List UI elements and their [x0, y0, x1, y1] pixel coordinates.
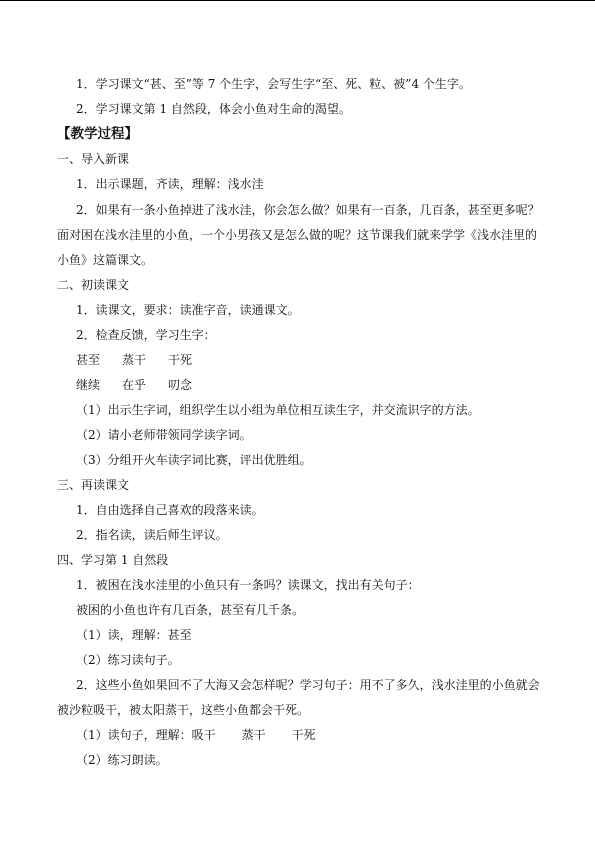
s1-paragraph-2c: 小鱼》这篇课文。: [57, 253, 154, 267]
vocab-word: 蒸干: [241, 728, 266, 742]
s4-item-3-prefix: （1）读句子，理解：: [76, 728, 192, 742]
process-heading: 【教学过程】: [57, 126, 138, 142]
s2-paragraph-2: 2．检查反馈，学习生字：: [76, 328, 216, 342]
vocab-word: 叨念: [168, 378, 193, 392]
vocab-row-1: [76, 353, 192, 367]
s3-paragraph-1: 1．自由选择自己喜欢的段落来读。: [76, 503, 264, 517]
vocab-word: 甚至: [76, 353, 101, 367]
section-4-title: 四、学习第 1 自然段: [57, 553, 169, 567]
s4-paragraph-2b: 被沙粒吸干，被太阳蒸干，这些小鱼都会干死。: [57, 703, 310, 717]
s4-item-2: （2）练习读句子。: [76, 653, 180, 667]
s4-paragraph-1: 1．被困在浅水洼里的小鱼只有一条吗？读课文，找出有关句子：: [76, 578, 420, 592]
s1-paragraph-2a: 2．如果有一条小鱼掉进了浅水洼，你会怎么做？如果有一百条，几百条，甚至更多呢？: [76, 203, 540, 217]
vocab-word: 干死: [291, 728, 316, 742]
section-3-title: 三、再读课文: [57, 478, 130, 492]
vocab-word: 干死: [168, 353, 193, 367]
s1-paragraph-1: 1．出示课题，齐读，理解：浅水洼: [76, 177, 264, 191]
s2-item-2: （2）请小老师带领同学读字词。: [76, 428, 252, 442]
s4-paragraph-2a: 2．这些小鱼如果回不了大海又会怎样呢？学习句子：用不了多久，浅水洼里的小鱼就会: [76, 678, 540, 692]
s2-item-3: （3）分组开火车读字词比赛，评出优胜组。: [76, 453, 312, 467]
s2-paragraph-1: 1．读课文，要求：读准字音，读通课文。: [76, 303, 300, 317]
s4-item-1: （1）读，理解：甚至: [76, 628, 192, 642]
vocab-word: 继续: [76, 378, 101, 392]
section-1-title: 一、导入新课: [57, 152, 130, 166]
s3-paragraph-2: 2．指名读，读后师生评议。: [76, 528, 228, 542]
vocab-word: 在乎: [122, 378, 147, 392]
s2-item-1: （1）出示生字词，组织学生以小组为单位相互读生字，并交流识字的方法。: [76, 403, 480, 417]
section-2-title: 二、初读课文: [57, 278, 130, 292]
s4-item-4: （2）练习朗读。: [76, 753, 168, 767]
s1-paragraph-2b: 面对困在浅水洼里的小鱼，一个小男孩又是怎么做的呢？这节课我们就来学学《浅水洼里的: [57, 228, 538, 242]
vocab-word: 吸干: [191, 728, 216, 742]
s4-item-3: [76, 728, 316, 742]
vocab-row-2: [76, 378, 192, 392]
goal-2: 2．学习课文第 1 自然段，体会小鱼对生命的渴望。: [76, 102, 351, 116]
vocab-word: 蒸干: [122, 353, 147, 367]
goal-1: 1．学习课文“甚、至”等 7 个生字，会写生字“至、死、粒、被”4 个生字。: [76, 77, 471, 91]
s4-quote: 被困的小鱼也许有几百条，甚至有几千条。: [76, 603, 305, 617]
page-top-rule: [0, 0, 595, 1]
